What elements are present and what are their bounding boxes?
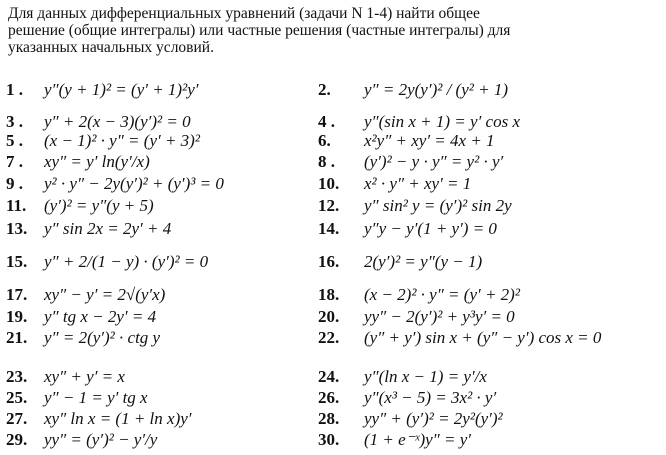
problem-formula: x²y″ + xy′ = 4x + 1 (364, 131, 495, 150)
problem-number: 10. (318, 174, 340, 193)
problem-formula: yy″ + (y′)² = 2y²(y′)² (364, 409, 503, 428)
task-statement (8, 5, 658, 56)
problem-formula: xy″ = y′ ln(y′/x) (44, 152, 150, 171)
problem-formula: xy″ ln x = (1 + ln x)y′ (44, 409, 192, 428)
problem-number: 20. (318, 307, 340, 326)
problem-formula: y″ sin 2x = 2y′ + 4 (44, 219, 172, 238)
problem-number: 18. (318, 285, 340, 304)
problem-number: 26. (318, 388, 340, 407)
problem-formula: (x − 1)² · y″ = (y′ + 3)² (44, 131, 200, 150)
problem-number: 16. (318, 252, 340, 271)
problem-formula: y″y − y′(1 + y′) = 0 (364, 219, 497, 238)
problem-formula: (1 + e⁻ˣ)y″ = y′ (364, 430, 471, 449)
problem-formula: (y′)² = y″(y + 5) (44, 196, 154, 215)
problem-number: 4 . (318, 112, 335, 131)
problem-number: 19. (6, 307, 28, 326)
problem-formula: yy″ = (y′)² − y′/y (44, 430, 158, 449)
problem-number: 30. (318, 430, 340, 449)
task-line-1: Для данных дифференциальных уравнений (задачи N 1-4) найти общее (8, 5, 480, 22)
problem-formula: y″ sin² y = (y′)² sin 2y (364, 196, 512, 215)
problem-formula: yy″ − 2(y′)² + y³y′ = 0 (364, 307, 515, 326)
problem-number: 5 . (6, 131, 23, 150)
problem-number: 3 . (6, 112, 23, 131)
problem-number: 28. (318, 409, 340, 428)
problem-formula: xy″ + y′ = x (44, 367, 125, 386)
problem-number: 11. (6, 196, 27, 215)
problem-formula: y″(sin x + 1) = y′ cos x (364, 112, 520, 131)
problem-formula: y″(ln x − 1) = y′/x (364, 367, 487, 386)
problem-formula: xy″ − y′ = 2√(y′x) (44, 285, 166, 304)
problem-number: 13. (6, 219, 28, 238)
problem-number: 23. (6, 367, 28, 386)
problem-formula: y″ + 2/(1 − y) · (y′)² = 0 (44, 252, 209, 271)
problem-number: 1 . (6, 80, 23, 99)
problem-number: 2. (318, 80, 331, 99)
problem-formula: y″ tg x − 2y′ = 4 (44, 307, 157, 326)
task-line-3: указанных начальных условий. (8, 39, 214, 56)
problem-formula: y″ − 1 = y′ tg x (44, 388, 148, 407)
problem-number: 7 . (6, 152, 23, 171)
problem-formula: x² · y″ + xy′ = 1 (364, 174, 472, 193)
problem-formula: y² · y″ − 2y(y′)² + (y′)³ = 0 (44, 174, 224, 193)
problem-number: 25. (6, 388, 28, 407)
problem-formula: (y′)² − y · y″ = y² · y′ (364, 152, 504, 171)
problem-number: 15. (6, 252, 28, 271)
problem-number: 21. (6, 328, 28, 347)
problem-formula: (x − 2)² · y″ = (y′ + 2)² (364, 285, 520, 304)
problem-number: 8 . (318, 152, 335, 171)
problem-formula: y″(y + 1)² = (y′ + 1)²y′ (44, 80, 199, 99)
problem-formula: 2(y′)² = y″(y − 1) (364, 252, 483, 271)
problem-number: 22. (318, 328, 340, 347)
problem-formula: (y″ + y′) sin x + (y″ − y′) cos x = 0 (364, 328, 602, 347)
problem-number: 6. (318, 131, 331, 150)
problem-number: 24. (318, 367, 340, 386)
problem-formula: y″(x³ − 5) = 3x² · y′ (364, 388, 497, 407)
problem-number: 14. (318, 219, 340, 238)
problem-formula: y″ + 2(x − 3)(y′)² = 0 (44, 112, 191, 131)
problem-number: 12. (318, 196, 340, 215)
problem-number: 27. (6, 409, 28, 428)
problem-number: 17. (6, 285, 28, 304)
task-line-2: решение (общие интегралы) или частные решения (частные интегралы) для (8, 22, 511, 39)
problem-formula: y″ = 2(y′)² · ctg y (44, 328, 161, 347)
problem-number: 29. (6, 430, 28, 449)
problem-formula: y″ = 2y(y′)² / (y² + 1) (364, 80, 508, 99)
problem-number: 9 . (6, 174, 23, 193)
